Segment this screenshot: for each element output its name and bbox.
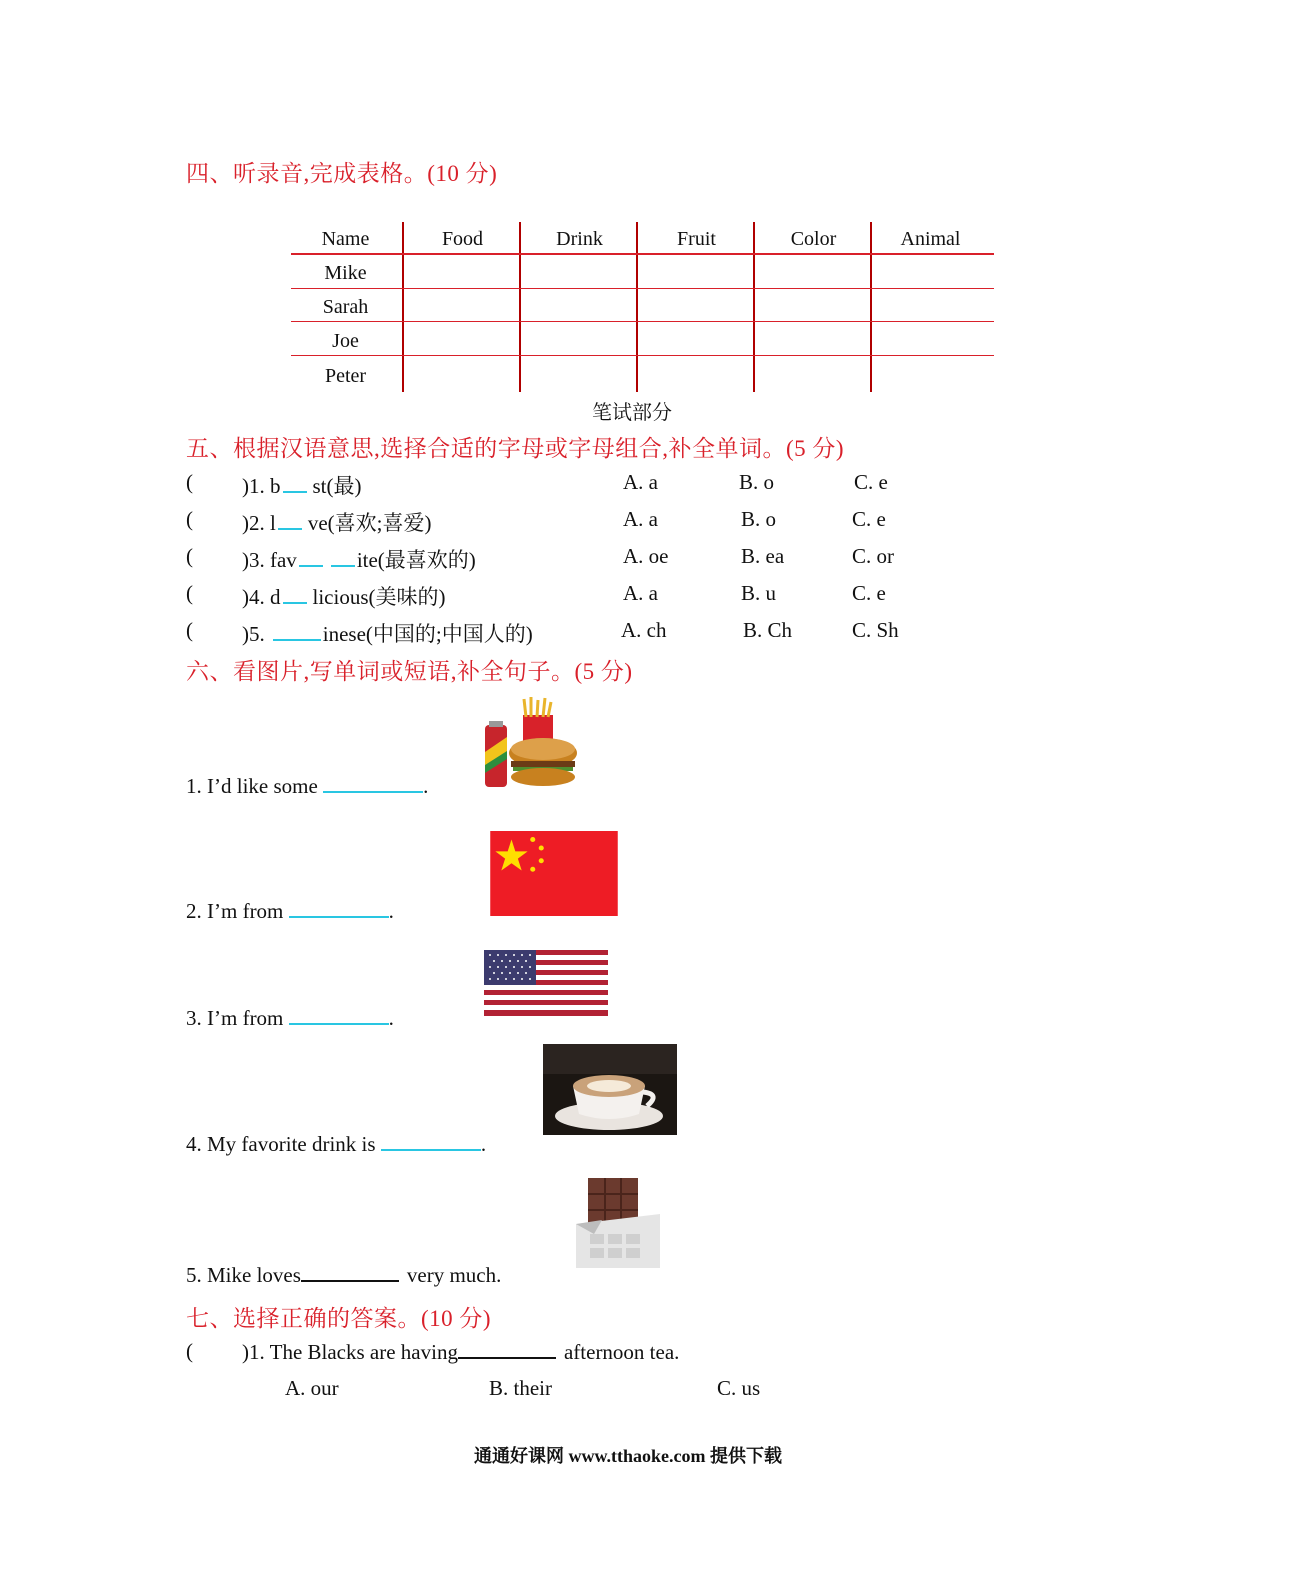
option-c: C. Sh xyxy=(852,618,899,642)
col-header-food: Food xyxy=(441,228,484,250)
option-c: C. e xyxy=(852,581,886,605)
answer-paren: ( xyxy=(186,1339,193,1363)
option-a: A. our xyxy=(285,1376,339,1400)
sentence-6-5: 5. Mike loves very much. xyxy=(186,1263,502,1287)
answer-paren: ( xyxy=(186,618,193,642)
question-5-2: )2. l ve(喜欢;喜爱) xyxy=(242,511,432,535)
blank-line[interactable] xyxy=(323,773,423,793)
section5-heading: 五、根据汉语意思,选择合适的字母或字母组合,补全单词。(5 分) xyxy=(186,436,845,461)
blank-line[interactable] xyxy=(301,1262,399,1282)
option-a: A. a xyxy=(623,470,658,494)
blank-line[interactable] xyxy=(331,547,355,567)
usa-flag-icon xyxy=(484,950,608,1016)
china-flag-icon xyxy=(490,831,618,916)
row-name-mike: Mike xyxy=(324,262,367,284)
option-c: C. or xyxy=(852,544,894,568)
col-header-fruit: Fruit xyxy=(677,228,716,250)
question-5-5: )5. inese(中国的;中国人的) xyxy=(242,622,533,646)
section4-heading: 四、听录音,完成表格。(10 分) xyxy=(186,161,498,186)
option-b: B. u xyxy=(741,581,777,605)
footer-source: 通通好课网 www.tthaoke.com 提供下载 xyxy=(474,1446,782,1466)
answer-paren: ( xyxy=(186,507,193,531)
option-c: C. us xyxy=(717,1376,761,1400)
blank-line[interactable] xyxy=(278,510,302,530)
sentence-6-1: 1. I’d like some . xyxy=(186,774,429,798)
blank-line[interactable] xyxy=(273,621,321,641)
option-b: B. o xyxy=(739,470,775,494)
option-a: A. ch xyxy=(621,618,667,642)
answer-paren: ( xyxy=(186,544,193,568)
row-name-peter: Peter xyxy=(324,365,367,387)
blank-line[interactable] xyxy=(458,1339,556,1359)
blank-line[interactable] xyxy=(299,547,323,567)
option-a: A. a xyxy=(623,581,658,605)
question-5-4: )4. d licious(美味的) xyxy=(242,585,446,609)
answer-paren: ( xyxy=(186,470,193,494)
blank-line[interactable] xyxy=(381,1131,481,1151)
chocolate-bar-icon xyxy=(572,1172,664,1272)
sentence-6-3: 3. I’m from . xyxy=(186,1006,394,1030)
row-name-sarah: Sarah xyxy=(322,296,369,318)
option-b: B. o xyxy=(741,507,777,531)
option-b: B. their xyxy=(489,1376,552,1400)
burger-fries-cola-icon xyxy=(481,697,581,793)
coffee-cup-icon xyxy=(543,1044,677,1135)
option-b: B. ea xyxy=(741,544,785,568)
answer-paren: ( xyxy=(186,581,193,605)
blank-line[interactable] xyxy=(283,473,307,493)
col-header-drink: Drink xyxy=(556,228,603,250)
blank-line[interactable] xyxy=(283,584,307,604)
question-5-3: )3. fav ite(最喜欢的) xyxy=(242,548,476,572)
option-c: C. e xyxy=(854,470,888,494)
option-b: B. Ch xyxy=(743,618,793,642)
row-name-joe: Joe xyxy=(332,330,359,352)
section6-heading: 六、看图片,写单词或短语,补全句子。(5 分) xyxy=(186,659,633,684)
option-c: C. e xyxy=(852,507,886,531)
question-7-1: )1. The Blacks are having afternoon tea. xyxy=(242,1340,680,1364)
option-a: A. oe xyxy=(623,544,669,568)
col-header-animal: Animal xyxy=(900,228,961,250)
option-a: A. a xyxy=(623,507,658,531)
blank-line[interactable] xyxy=(289,1005,389,1025)
col-header-name: Name xyxy=(321,228,370,250)
written-part-title: 笔试部分 xyxy=(592,402,672,424)
sentence-6-2: 2. I’m from . xyxy=(186,899,394,923)
question-5-1: )1. b st(最) xyxy=(242,474,362,498)
section7-heading: 七、选择正确的答案。(10 分) xyxy=(186,1306,492,1331)
blank-line[interactable] xyxy=(289,898,389,918)
col-header-color: Color xyxy=(790,228,837,250)
sentence-6-4: 4. My favorite drink is . xyxy=(186,1132,487,1156)
